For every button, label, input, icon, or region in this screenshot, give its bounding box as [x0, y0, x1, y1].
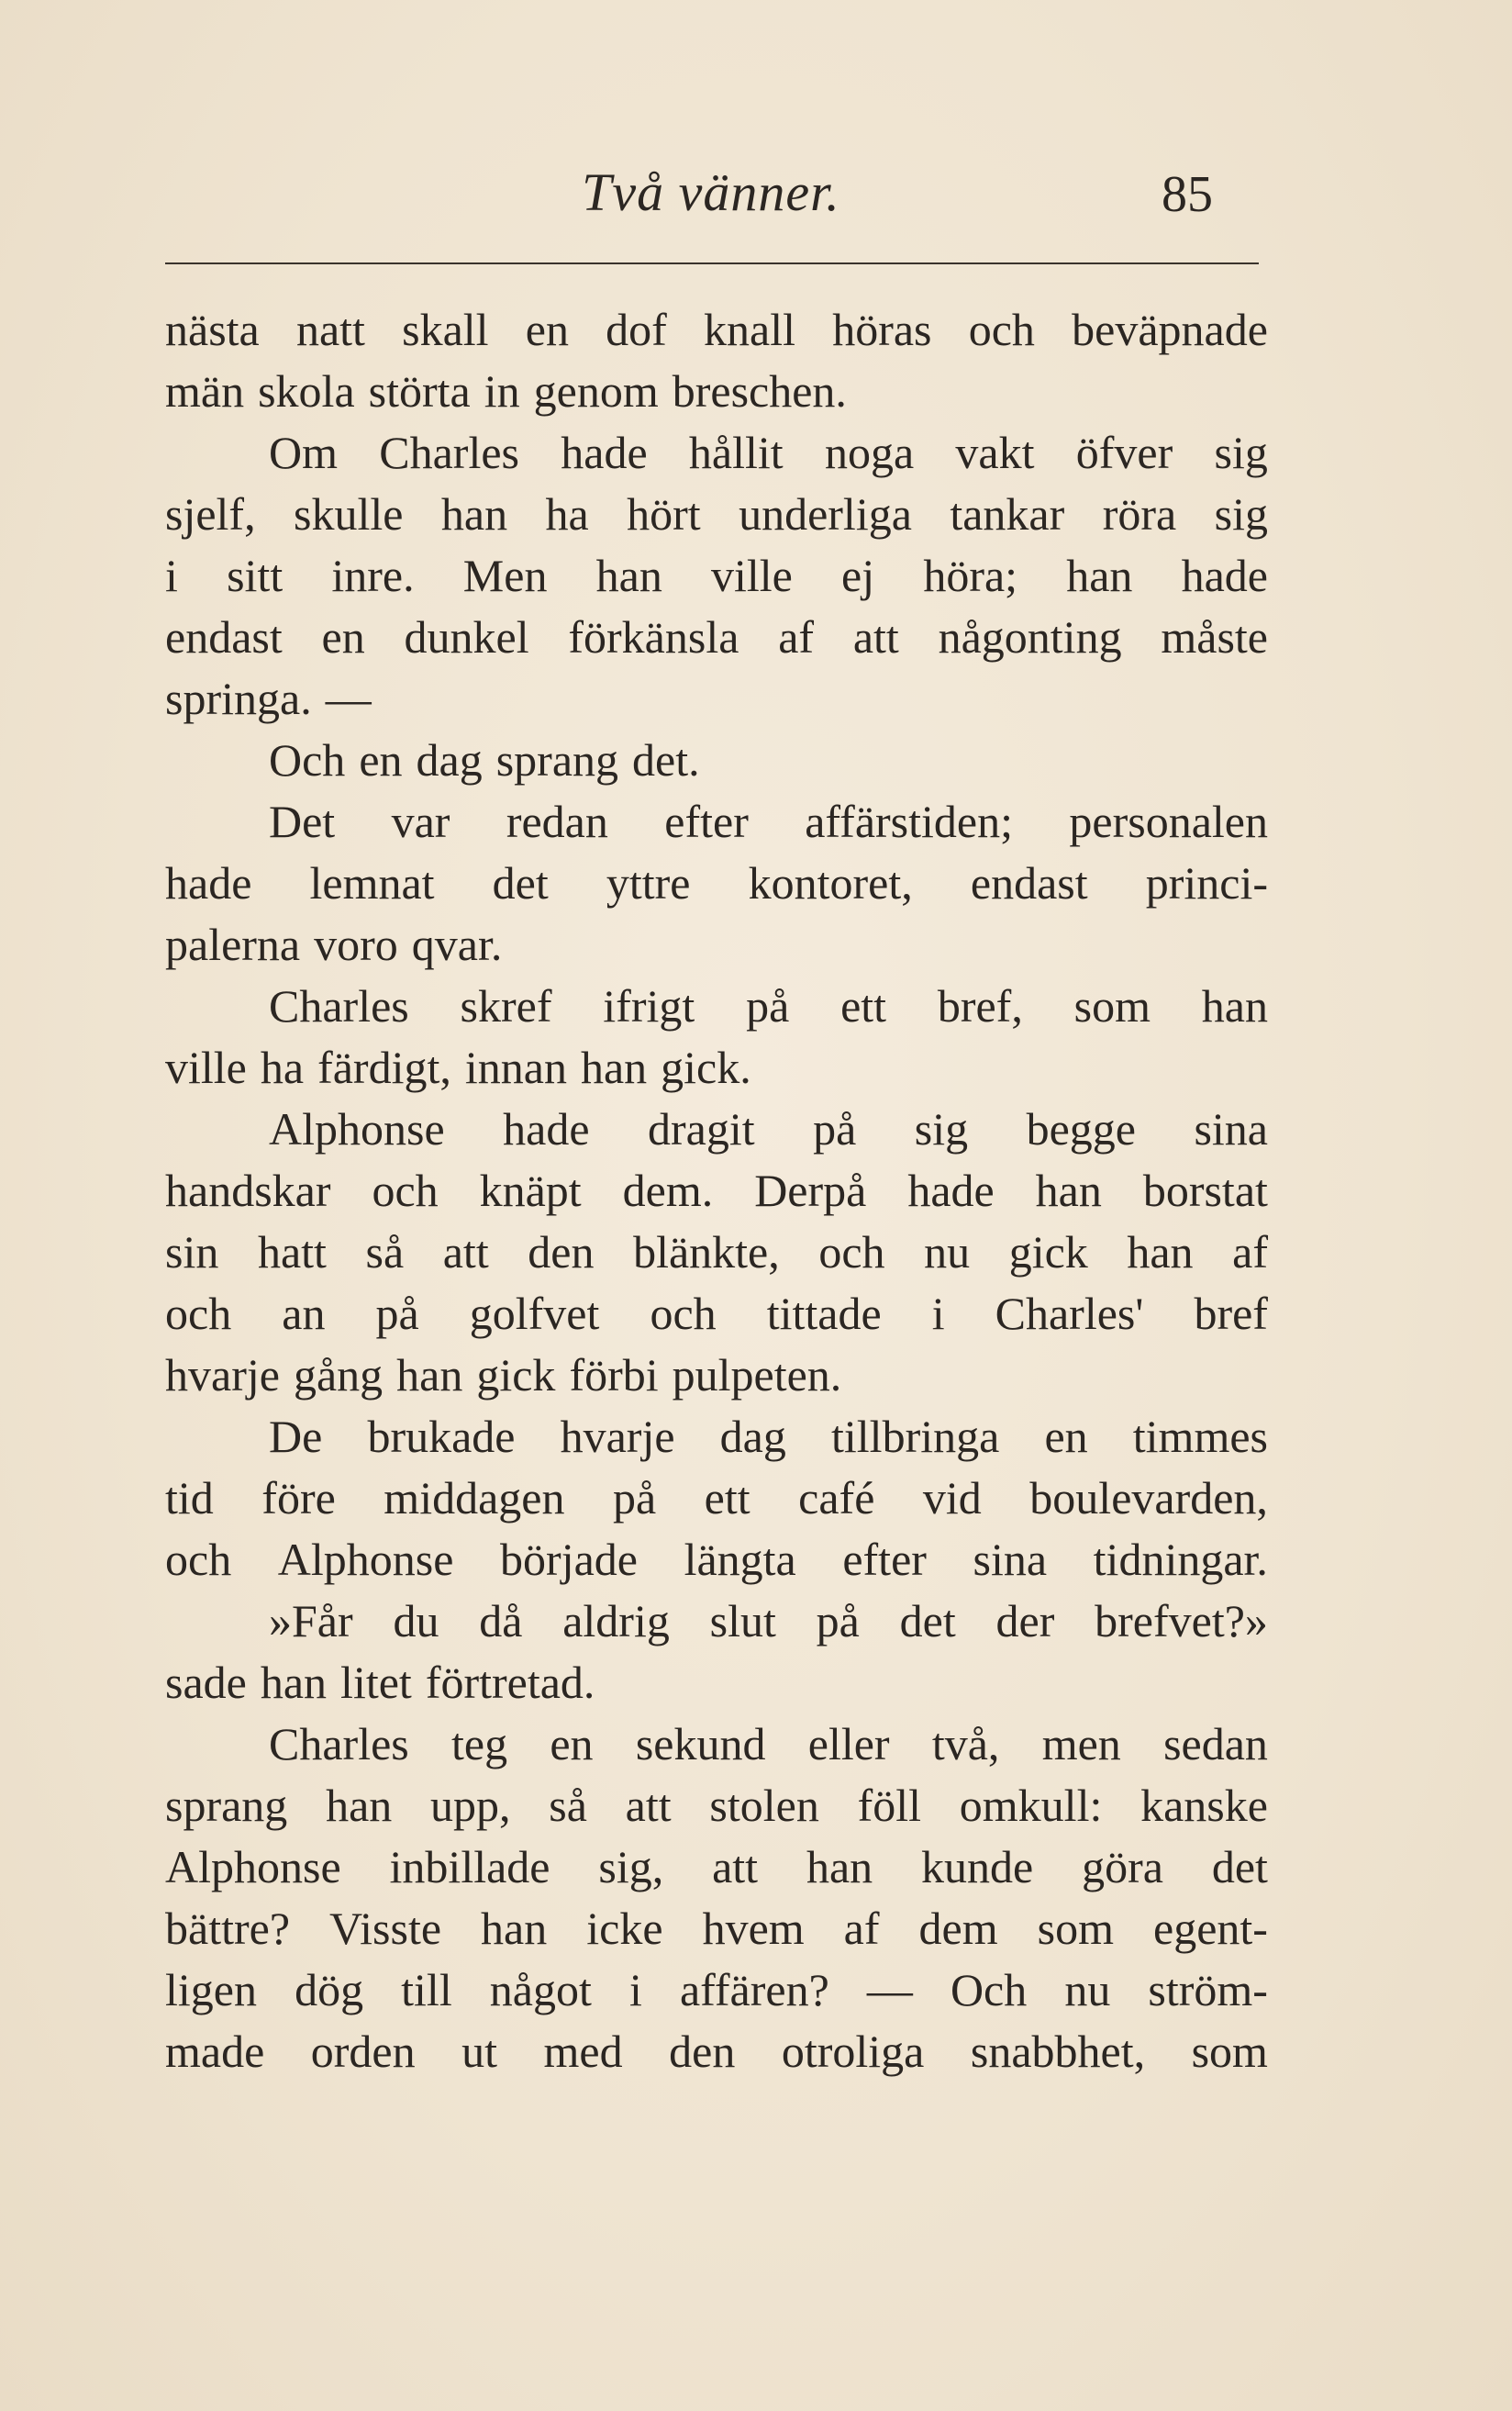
word: handskar	[165, 1165, 331, 1216]
word: han	[1035, 1165, 1102, 1216]
word: den	[669, 2026, 736, 2077]
word: en	[1044, 1411, 1088, 1462]
word: föll	[857, 1780, 922, 1831]
word: —	[866, 1964, 913, 2015]
word: tidningar.	[1093, 1534, 1268, 1585]
word: någonting	[938, 611, 1122, 663]
word: innan	[464, 1042, 567, 1093]
word: natt	[295, 304, 365, 355]
word: beväpnade	[1072, 304, 1268, 355]
word: nu	[1064, 1964, 1111, 2015]
word: att	[712, 1841, 759, 1892]
word: började	[500, 1534, 638, 1585]
word: kunde	[921, 1841, 1034, 1892]
word: slut	[709, 1595, 776, 1646]
text-line	[165, 1037, 1268, 1099]
word: Och	[950, 1964, 1028, 2015]
word: Alphonse	[269, 1103, 445, 1155]
word: Derpå	[754, 1165, 867, 1216]
word: Charles	[269, 1718, 409, 1769]
word: tankar	[950, 488, 1065, 540]
word: men	[1041, 1718, 1121, 1769]
word: lemnat	[309, 857, 435, 909]
word: affärstiden;	[805, 796, 1013, 847]
word: och	[165, 1288, 232, 1339]
word: ett	[704, 1472, 750, 1524]
word: nästa	[165, 304, 260, 355]
word: sekund	[635, 1718, 766, 1769]
word: han	[1066, 550, 1133, 601]
word: der	[995, 1595, 1055, 1646]
word: tillbringa	[831, 1411, 1000, 1462]
text-line	[165, 1099, 1268, 1160]
word: princi-	[1145, 857, 1268, 909]
word: ville	[165, 1042, 247, 1093]
word: eller	[807, 1718, 890, 1769]
word: en	[550, 1718, 594, 1769]
word: hatt	[257, 1226, 327, 1278]
word: brefvet?»	[1095, 1595, 1268, 1646]
text-line	[165, 1775, 1268, 1836]
word: så	[549, 1780, 587, 1831]
word: färdigt,	[317, 1042, 451, 1093]
text-line	[165, 1468, 1268, 1529]
word: sprang	[495, 734, 619, 786]
word: palerna	[165, 919, 301, 970]
text-line	[165, 1283, 1268, 1345]
text-line	[165, 976, 1268, 1037]
word: yttre	[606, 857, 691, 909]
text-line	[165, 1836, 1268, 1898]
word: snabbhet,	[970, 2026, 1146, 2077]
word: pulpeten.	[672, 1349, 842, 1401]
word: han	[580, 1042, 648, 1093]
word: på	[813, 1103, 857, 1155]
word: underliga	[739, 488, 912, 540]
word: genom	[533, 365, 659, 417]
word: längta	[684, 1534, 796, 1585]
word: dem.	[622, 1165, 714, 1216]
word: att	[625, 1780, 672, 1831]
word: att	[852, 611, 899, 663]
word: det.	[632, 734, 700, 786]
word: bättre?	[165, 1903, 291, 1954]
word: han	[481, 1903, 548, 1954]
word: göra	[1082, 1841, 1163, 1892]
word: Charles'	[995, 1288, 1144, 1339]
word: måste	[1161, 611, 1268, 663]
word: personalen	[1069, 796, 1268, 847]
word: ha	[260, 1042, 305, 1093]
word: gick.	[661, 1042, 751, 1093]
word: skref	[460, 980, 552, 1032]
word: dragit	[647, 1103, 755, 1155]
word: gång	[293, 1349, 384, 1401]
word: sig	[1214, 427, 1268, 478]
word: så	[365, 1226, 405, 1278]
word: Det	[269, 796, 336, 847]
word: du	[393, 1595, 439, 1646]
word: ha	[545, 488, 589, 540]
text-line	[165, 1652, 1268, 1713]
word: med	[543, 2026, 623, 2077]
word: en	[359, 734, 403, 786]
word: redan	[506, 796, 608, 847]
text-line	[165, 853, 1268, 914]
word: inbillade	[389, 1841, 550, 1892]
text-line	[165, 2021, 1268, 2082]
text-line	[165, 1406, 1268, 1468]
word: gick	[476, 1349, 556, 1401]
word: hade	[503, 1103, 590, 1155]
text-line	[165, 1959, 1268, 2021]
word: som	[1037, 1903, 1114, 1954]
word: det	[1211, 1841, 1268, 1892]
word: De	[269, 1411, 323, 1462]
text-line	[165, 545, 1268, 607]
word: röra	[1102, 488, 1177, 540]
word: i	[628, 1964, 642, 2015]
text-line	[165, 484, 1268, 545]
word: boulevarden,	[1029, 1472, 1268, 1524]
word: knäpt	[479, 1165, 582, 1216]
word: skola	[258, 365, 355, 417]
page-header	[165, 162, 1257, 253]
word: Alphonse	[277, 1534, 454, 1585]
text-line	[165, 607, 1268, 668]
word: och	[165, 1534, 232, 1585]
word: Charles	[269, 980, 409, 1032]
word: made	[165, 2026, 265, 2077]
text-line	[165, 668, 1268, 730]
word: hvem	[702, 1903, 805, 1954]
word: på	[746, 980, 790, 1032]
word: på	[612, 1472, 657, 1524]
body-text	[165, 299, 1268, 2082]
word: skall	[402, 304, 489, 355]
word: och	[650, 1288, 717, 1339]
word: sig,	[598, 1841, 664, 1892]
text-line	[165, 1529, 1268, 1591]
word: han	[396, 1349, 463, 1401]
word: män	[165, 365, 245, 417]
word: ström-	[1148, 1964, 1268, 2015]
word: aldrig	[562, 1595, 670, 1646]
word: timmes	[1132, 1411, 1268, 1462]
word: borstat	[1142, 1165, 1268, 1216]
word: dem	[918, 1903, 998, 1954]
word: otroliga	[781, 2026, 925, 2077]
word: blänkte,	[633, 1226, 780, 1278]
word: då	[479, 1595, 523, 1646]
text-line	[165, 1160, 1268, 1222]
word: omkull:	[959, 1780, 1103, 1831]
text-line	[165, 422, 1268, 484]
word: han	[1201, 980, 1268, 1032]
word: Och	[269, 734, 346, 786]
word: störta	[368, 365, 471, 417]
word: sade	[165, 1657, 247, 1708]
word: Om	[269, 427, 338, 478]
word: han	[806, 1841, 873, 1892]
word: gick	[1008, 1226, 1088, 1278]
word: litet	[340, 1657, 412, 1708]
word: kanske	[1140, 1780, 1268, 1831]
word: hade	[1181, 550, 1268, 601]
word: orden	[310, 2026, 416, 2077]
word: bref,	[937, 980, 1023, 1032]
word: och	[372, 1165, 439, 1216]
word: an	[282, 1288, 326, 1339]
word: icke	[586, 1903, 663, 1954]
word: efter	[664, 796, 749, 847]
word: sig	[1214, 488, 1268, 540]
word: ut	[461, 2026, 498, 2077]
word: bref	[1194, 1288, 1268, 1339]
word: den	[528, 1226, 595, 1278]
page-number: 85	[1162, 166, 1213, 223]
word: af	[843, 1903, 880, 1954]
text-line	[165, 1222, 1268, 1283]
word: endast	[165, 611, 283, 663]
text-line	[165, 361, 1268, 422]
word: knall	[704, 304, 796, 355]
word: tid	[165, 1472, 214, 1524]
word: till	[401, 1964, 452, 2015]
word: Men	[462, 550, 548, 601]
text-line	[165, 299, 1268, 361]
word: dög	[295, 1964, 364, 2015]
word: hvarje	[165, 1349, 280, 1401]
word: sedan	[1163, 1718, 1268, 1769]
word: noga	[824, 427, 915, 478]
word: dunkel	[404, 611, 529, 663]
word: som	[1073, 980, 1151, 1032]
word: endast	[970, 857, 1088, 909]
word: sitt	[227, 550, 284, 601]
word: Visste	[329, 1903, 442, 1954]
word: hört	[627, 488, 701, 540]
word: dof	[606, 304, 667, 355]
word: han	[595, 550, 662, 601]
word: hade	[165, 857, 252, 909]
text-line	[165, 730, 1268, 791]
word: dag	[719, 1411, 786, 1462]
word: var	[391, 796, 450, 847]
word: sig	[914, 1103, 969, 1155]
word: af	[778, 611, 815, 663]
word: tittade	[766, 1288, 882, 1339]
word: ligen	[165, 1964, 257, 2015]
word: qvar.	[411, 919, 503, 970]
word: kontoret,	[748, 857, 913, 909]
running-title: Två vänner.	[582, 162, 840, 222]
word: sina	[973, 1534, 1048, 1585]
word: Alphonse	[165, 1841, 341, 1892]
word: i	[165, 550, 178, 601]
word: dag	[416, 734, 483, 786]
header-rule	[165, 262, 1259, 264]
word: han	[260, 1657, 328, 1708]
word: efter	[842, 1534, 927, 1585]
word: af	[1232, 1226, 1268, 1278]
word: voro	[314, 919, 398, 970]
word: något	[489, 1964, 592, 2015]
word: det	[899, 1595, 956, 1646]
text-line	[165, 1345, 1268, 1406]
word: förbi	[569, 1349, 659, 1401]
word: in	[484, 365, 520, 417]
text-line	[165, 1898, 1268, 1959]
word: vid	[922, 1472, 982, 1524]
text-line	[165, 914, 1268, 976]
text-line	[165, 1713, 1268, 1775]
word: begge	[1026, 1103, 1136, 1155]
word: före	[261, 1472, 336, 1524]
word: sina	[1194, 1103, 1268, 1155]
word: som	[1191, 2026, 1268, 2077]
word: förtretad.	[425, 1657, 595, 1708]
word: höras	[832, 304, 932, 355]
word: Charles	[379, 427, 519, 478]
word: en	[525, 304, 569, 355]
word: och	[818, 1226, 885, 1278]
word: vakt	[955, 427, 1035, 478]
word: hållit	[688, 427, 784, 478]
word: »Får	[269, 1595, 353, 1646]
word: stolen	[709, 1780, 819, 1831]
word: ville	[711, 550, 793, 601]
text-line	[165, 1591, 1268, 1652]
word: två,	[931, 1718, 1000, 1769]
word: han	[326, 1780, 393, 1831]
word: i	[931, 1288, 945, 1339]
word: middagen	[384, 1472, 565, 1524]
word: affären?	[679, 1964, 829, 2015]
word: att	[442, 1226, 489, 1278]
word: springa.	[165, 673, 312, 724]
word: sjelf,	[165, 488, 256, 540]
word: förkänsla	[568, 611, 739, 663]
word: han	[440, 488, 508, 540]
word: —	[325, 673, 372, 724]
word: skulle	[294, 488, 404, 540]
word: en	[321, 611, 365, 663]
word: sin	[165, 1226, 219, 1278]
word: inre.	[331, 550, 415, 601]
word: ett	[840, 980, 887, 1032]
word: upp,	[430, 1780, 511, 1831]
word: det	[492, 857, 549, 909]
word: ej	[841, 550, 875, 601]
word: höra;	[923, 550, 1018, 601]
word: egent-	[1153, 1903, 1268, 1954]
word: på	[375, 1288, 419, 1339]
word: café	[798, 1472, 875, 1524]
word: ifrigt	[603, 980, 695, 1032]
word: hvarje	[560, 1411, 675, 1462]
word: hade	[561, 427, 648, 478]
word: på	[816, 1595, 860, 1646]
word: och	[968, 304, 1035, 355]
word: breschen.	[672, 365, 847, 417]
word: brukade	[367, 1411, 516, 1462]
word: teg	[451, 1718, 508, 1769]
word: hade	[907, 1165, 995, 1216]
text-line	[165, 791, 1268, 853]
word: sprang	[165, 1780, 288, 1831]
word: han	[1127, 1226, 1194, 1278]
word: öfver	[1075, 427, 1173, 478]
word: nu	[924, 1226, 971, 1278]
word: golfvet	[469, 1288, 600, 1339]
